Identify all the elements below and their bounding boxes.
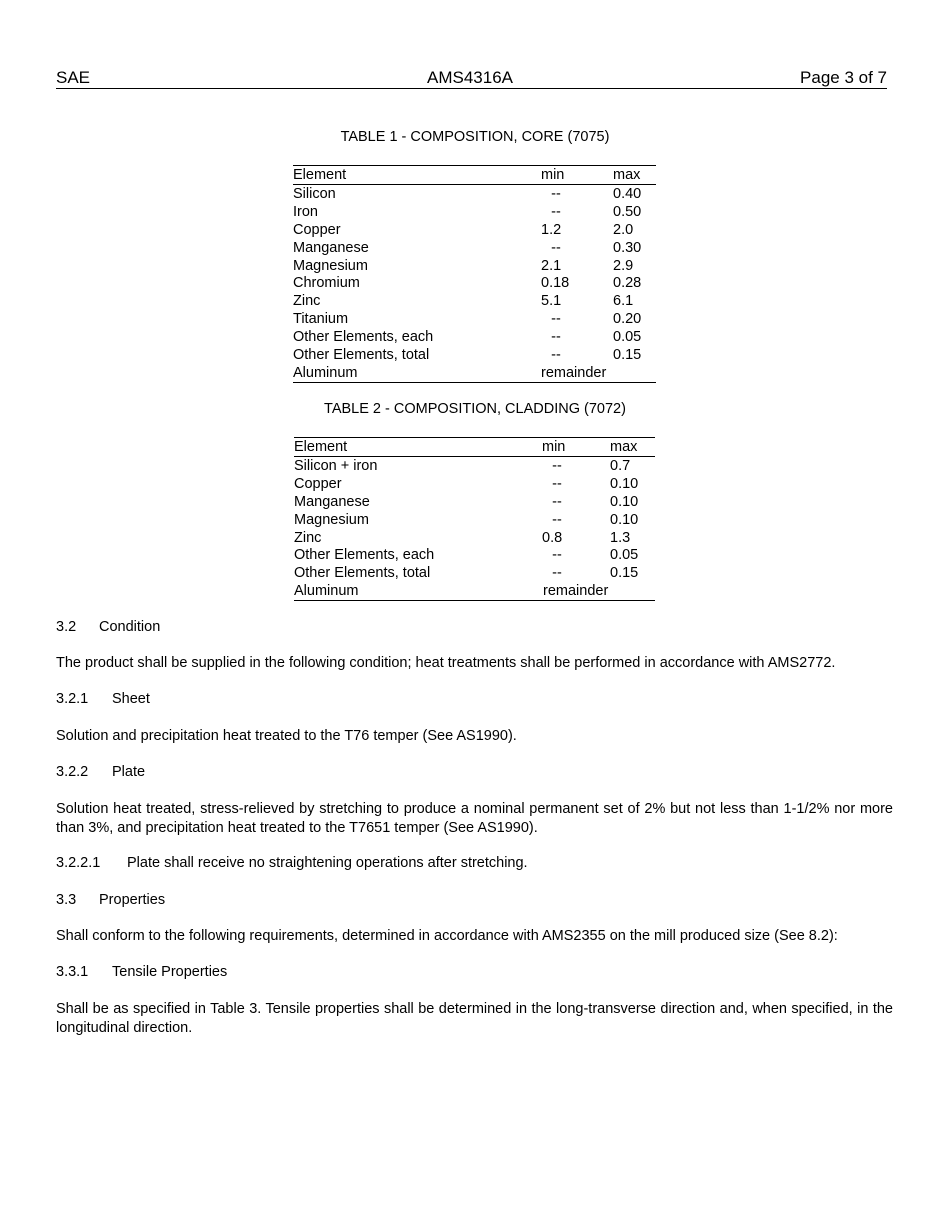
table-row bbox=[294, 564, 655, 582]
element-cell: Zinc bbox=[293, 293, 321, 310]
section-title: Plate shall receive no straightening operations after stretching. bbox=[127, 855, 528, 871]
element-cell: Silicon bbox=[293, 186, 336, 202]
table-row bbox=[293, 185, 656, 203]
table1 bbox=[293, 165, 656, 383]
section-3-3-heading bbox=[56, 891, 893, 910]
min-cell: -- bbox=[552, 511, 562, 528]
section-3-3-text: Shall conform to the following requirements, determined in accordance with AMS2355 on the mill produced size (See 8.2): bbox=[56, 928, 838, 944]
table2-header-row bbox=[294, 438, 655, 457]
max-cell: 1.3 bbox=[610, 529, 631, 546]
section-title: Tensile Properties bbox=[112, 964, 228, 980]
min-cell: -- bbox=[551, 311, 561, 328]
max-cell: 2.0 bbox=[613, 221, 634, 238]
section-3-2-2-heading bbox=[56, 763, 893, 782]
element-cell: Silicon + iron bbox=[294, 458, 378, 474]
header-page-number: Page 3 of 7 bbox=[800, 68, 887, 87]
element-cell: Other Elements, total bbox=[294, 565, 431, 582]
table-row bbox=[293, 239, 656, 257]
min-cell: -- bbox=[551, 329, 561, 346]
header-org: SAE bbox=[56, 68, 91, 87]
max-cell: 6.1 bbox=[613, 293, 634, 310]
min-cell: -- bbox=[551, 347, 561, 364]
min-cell: -- bbox=[552, 565, 562, 582]
table-row bbox=[293, 346, 656, 364]
max-cell: 0.10 bbox=[610, 493, 639, 510]
table1-header-row bbox=[293, 166, 656, 185]
section-number: 3.3 bbox=[56, 892, 77, 908]
element-cell: Other Elements, each bbox=[294, 547, 435, 564]
element-cell: Magnesium bbox=[293, 257, 368, 274]
section-3-2-2-1 bbox=[56, 854, 893, 873]
section-title: Plate bbox=[112, 764, 146, 780]
table1-col-element: Element bbox=[293, 167, 347, 183]
table2-col-element: Element bbox=[294, 439, 348, 455]
max-cell: 0.05 bbox=[610, 547, 639, 564]
element-cell: Manganese bbox=[294, 493, 370, 510]
table-row bbox=[294, 546, 655, 564]
section-3-2-2-text: Solution heat treated, stress-relieved by stretching to produce a nominal permanent set of 2% but not less than 1-1/2% nor more than 3%, and precipitation heat treated to the T7651 temper (See AS1990). bbox=[56, 801, 893, 836]
element-cell: Magnesium bbox=[294, 511, 369, 528]
element-cell: Zinc bbox=[294, 529, 322, 546]
table2-title: TABLE 2 - COMPOSITION, CLADDING (7072) bbox=[324, 401, 626, 417]
max-cell: 0.15 bbox=[613, 347, 642, 364]
table-row bbox=[294, 493, 655, 511]
section-3-2-heading bbox=[56, 618, 893, 637]
min-cell: 5.1 bbox=[541, 293, 562, 310]
table-row bbox=[293, 310, 656, 328]
min-cell: -- bbox=[551, 203, 561, 220]
table-row bbox=[293, 274, 656, 292]
section-number: 3.2.1 bbox=[56, 691, 89, 707]
max-cell: 0.30 bbox=[613, 239, 642, 256]
table1-col-min: min bbox=[541, 167, 565, 183]
max-cell: 2.9 bbox=[613, 257, 634, 274]
section-number: 3.2.2.1 bbox=[56, 855, 101, 871]
min-cell: -- bbox=[551, 239, 561, 256]
table2-row-aluminum bbox=[294, 582, 655, 600]
section-title: Sheet bbox=[112, 691, 150, 707]
max-cell: 0.28 bbox=[613, 275, 642, 292]
min-cell: 0.8 bbox=[542, 529, 563, 546]
min-cell: -- bbox=[552, 493, 562, 510]
max-cell: 0.10 bbox=[610, 475, 639, 492]
table-row bbox=[293, 328, 656, 346]
min-cell: -- bbox=[552, 475, 562, 492]
section-number: 3.2 bbox=[56, 619, 77, 635]
section-3-2-1-heading bbox=[56, 690, 893, 709]
table-row bbox=[293, 257, 656, 275]
header-doc-number: AMS4316A bbox=[427, 68, 513, 87]
min-cell: -- bbox=[551, 186, 561, 202]
max-cell: 0.15 bbox=[610, 565, 639, 582]
section-title: Properties bbox=[99, 892, 166, 908]
section-number: 3.2.2 bbox=[56, 764, 89, 780]
table1-aluminum-value: remainder bbox=[541, 364, 607, 381]
element-cell: Copper bbox=[294, 475, 342, 492]
max-cell: 0.40 bbox=[613, 186, 642, 202]
table-row bbox=[293, 292, 656, 310]
table2-aluminum-value: remainder bbox=[543, 583, 609, 600]
table-row bbox=[294, 511, 655, 529]
table2-aluminum-label: Aluminum bbox=[294, 583, 359, 600]
min-cell: 1.2 bbox=[541, 221, 562, 238]
section-3-2-1-text: Solution and precipitation heat treated to the T76 temper (See AS1990). bbox=[56, 728, 517, 744]
element-cell: Manganese bbox=[293, 239, 369, 256]
min-cell: 2.1 bbox=[541, 257, 562, 274]
table2-col-max: max bbox=[610, 439, 638, 455]
min-cell: -- bbox=[552, 547, 562, 564]
section-3-3-1-heading bbox=[56, 963, 893, 982]
table-row bbox=[294, 529, 655, 547]
table-row bbox=[293, 221, 656, 239]
table2-col-min: min bbox=[542, 439, 566, 455]
element-cell: Other Elements, each bbox=[293, 329, 434, 346]
table1-aluminum-label: Aluminum bbox=[293, 364, 358, 381]
max-cell: 0.7 bbox=[610, 458, 631, 474]
table1-col-max: max bbox=[613, 167, 641, 183]
table-row bbox=[293, 203, 656, 221]
section-3-3-1-text: Shall be as specified in Table 3. Tensile properties shall be determined in the long-transverse direction and, when specified, in the longitudinal direction. bbox=[56, 1001, 893, 1036]
max-cell: 0.10 bbox=[610, 511, 639, 528]
element-cell: Chromium bbox=[293, 275, 360, 292]
table-row bbox=[294, 475, 655, 493]
element-cell: Copper bbox=[293, 221, 341, 238]
table1-row-aluminum bbox=[293, 364, 656, 382]
element-cell: Iron bbox=[293, 203, 318, 220]
max-cell: 0.20 bbox=[613, 311, 642, 328]
page-header bbox=[56, 68, 887, 89]
element-cell: Titanium bbox=[293, 311, 349, 328]
max-cell: 0.05 bbox=[613, 329, 642, 346]
section-title: Condition bbox=[99, 619, 161, 635]
section-3-2-text: The product shall be supplied in the following condition; heat treatments shall be performed in accordance with AMS2772. bbox=[56, 655, 836, 671]
min-cell: -- bbox=[552, 458, 562, 474]
max-cell: 0.50 bbox=[613, 203, 642, 220]
section-number: 3.3.1 bbox=[56, 964, 89, 980]
table2 bbox=[294, 437, 655, 601]
min-cell: 0.18 bbox=[541, 275, 570, 292]
table-row bbox=[294, 457, 655, 475]
element-cell: Other Elements, total bbox=[293, 347, 430, 364]
table1-title: TABLE 1 - COMPOSITION, CORE (7075) bbox=[340, 129, 610, 145]
